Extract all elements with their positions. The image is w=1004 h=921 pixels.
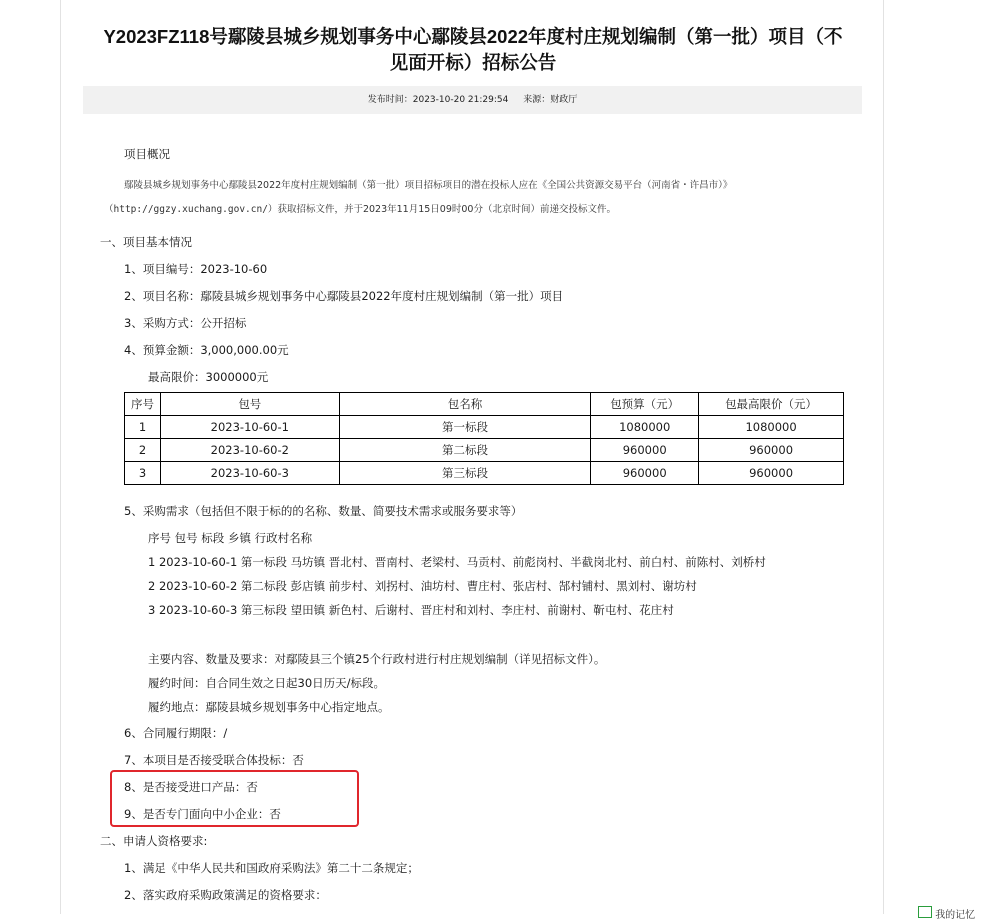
source-value: 财政厅	[550, 95, 578, 105]
publish-time	[368, 95, 509, 105]
overview-line-2-rest: 获取招标文件，并于2023年11月15日09时00分（北京时间）前递交投标文件。	[277, 204, 616, 215]
imported-products: 8、是否接受进口产品：否	[124, 780, 258, 794]
table-cell: 1	[125, 416, 161, 439]
section2-heading: 二、申请人资格要求:	[100, 834, 208, 848]
performance-place: 履约地点：鄢陵县城乡规划事务中心指定地点。	[148, 700, 390, 714]
requirements-header: 序号 包号 标段 乡镇 行政村名称	[148, 531, 313, 545]
qualification-item-2: 2、落实政府采购政策满足的资格要求：	[124, 888, 327, 902]
section1-heading: 一、项目基本情况	[100, 235, 192, 249]
project-number: 1、项目编号：2023-10-60	[124, 262, 268, 276]
contract-period: 6、合同履行期限：/	[124, 726, 228, 740]
checkbox-icon	[918, 906, 932, 918]
overview-heading: 项目概况	[124, 147, 170, 161]
table-row	[125, 462, 844, 485]
package-table	[124, 392, 844, 485]
corner-widget-label: 我的记忆	[935, 910, 976, 921]
title-line-1: Y2023FZ118号鄢陵县城乡规划事务中心鄢陵县2022年度村庄规划编制（第一批）项目（不	[103, 26, 843, 47]
qualification-item-1: 1、满足《中华人民共和国政府采购法》第二十二条规定；	[124, 861, 419, 875]
table-header: 序号	[125, 393, 161, 416]
performance-time: 履约时间：自合同生效之日起30日历天/标段。	[148, 676, 386, 690]
requirement-line: 1 2023-10-60-1 第一标段 马坊镇 晋北村、晋南村、老梁村、马贡村、前彪岗村、半截岗北村、前白村、前陈村、刘桥村	[148, 555, 766, 569]
sme-only: 9、是否专门面向中小企业：否	[124, 807, 281, 821]
consortium-bidding: 7、本项目是否接受联合体投标：否	[124, 753, 304, 767]
table-row	[125, 416, 844, 439]
publish-value: 2023-10-20 21:29:54	[412, 95, 509, 105]
table-row	[125, 439, 844, 462]
table-header: 包号	[160, 393, 339, 416]
table-cell: 2023-10-60-2	[160, 439, 339, 462]
main-content: 主要内容、数量及要求：对鄢陵县三个镇25个行政村进行村庄规划编制（详见招标文件）。	[148, 652, 606, 666]
procurement-method: 3、采购方式：公开招标	[124, 316, 247, 330]
title-line-2: 见面开标）招标公告	[389, 52, 557, 73]
meta-bar	[83, 86, 862, 114]
table-header-row	[125, 393, 844, 416]
publish-label: 发布时间：	[367, 95, 413, 105]
table-cell: 960000	[591, 439, 699, 462]
table-header: 包名称	[339, 393, 591, 416]
table-cell: 第二标段	[339, 439, 591, 462]
table-cell: 1080000	[699, 416, 844, 439]
highlight-annotation	[110, 770, 359, 827]
requirement-line: 3 2023-10-60-3 第三标段 望田镇 新色村、后谢村、晋庄村和刘村、李庄村、前谢村、靳屯村、花庄村	[148, 603, 674, 617]
overview-line-2	[104, 202, 616, 218]
platform-url: （http://ggzy.xuchang.gov.cn/）	[104, 204, 278, 215]
table-cell: 960000	[699, 462, 844, 485]
table-cell: 960000	[699, 439, 844, 462]
table-header: 包预算（元）	[591, 393, 699, 416]
table-cell: 960000	[591, 462, 699, 485]
max-price: 最高限价：3000000元	[148, 370, 269, 384]
table-cell: 2023-10-60-3	[160, 462, 339, 485]
overview-line-1: 鄢陵县城乡规划事务中心鄢陵县2022年度村庄规划编制（第一批）项目招标项目的潜在投标人应在《全国公共资源交易平台（河南省・许昌市）》	[124, 180, 733, 191]
table-cell: 第一标段	[339, 416, 591, 439]
procurement-requirements: 5、采购需求（包括但不限于标的的名称、数量、简要技术需求或服务要求等）	[124, 504, 523, 518]
page-title	[84, 24, 862, 76]
budget-amount: 4、预算金额：3,000,000.00元	[124, 343, 289, 357]
requirement-line: 2 2023-10-60-2 第二标段 彭店镇 前步村、刘拐村、油坊村、曹庄村、张店村、郜村铺村、黑刘村、谢坊村	[148, 579, 697, 593]
table-header: 包最高限价（元）	[699, 393, 844, 416]
table-cell: 1080000	[591, 416, 699, 439]
table-cell: 2023-10-60-1	[160, 416, 339, 439]
project-name: 2、项目名称：鄢陵县城乡规划事务中心鄢陵县2022年度村庄规划编制（第一批）项目	[124, 289, 564, 303]
corner-widget[interactable]	[918, 906, 1004, 921]
source	[523, 95, 577, 105]
table-cell: 3	[125, 462, 161, 485]
table-cell: 第三标段	[339, 462, 591, 485]
source-label: 来源：	[523, 95, 551, 105]
table-cell: 2	[125, 439, 161, 462]
